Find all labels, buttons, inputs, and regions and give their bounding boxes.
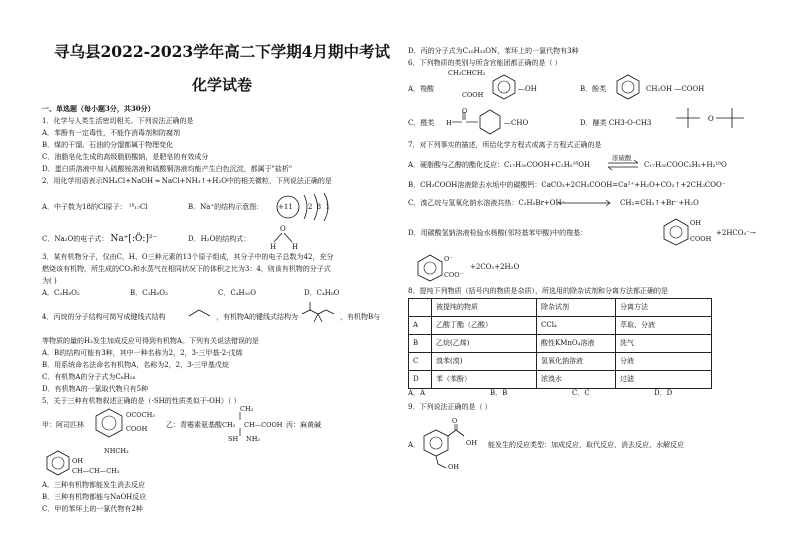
question-3-cont: 燃烧该有机物，所生成的CO₂和水蒸气在相同状况下的体积之比为3：4，则该有机物的分子式 <box>42 265 331 273</box>
ephedrine-benzene-ring <box>44 450 72 476</box>
table-cell: 氢氧化钠溶液 <box>537 353 616 371</box>
q3-option-b: B．C₃H₈O₃ <box>130 289 168 297</box>
question-4-part2: ，有机物A的键线式结构为 <box>216 313 299 321</box>
q9-option-a-label: A． <box>408 441 421 449</box>
table-cell: 乙酸丁酯（乙酸） <box>432 317 537 335</box>
question-1: 1．化学与人类生活密切相关。下列说法正确的是 <box>42 117 194 125</box>
table-cell: 过滤 <box>616 371 712 389</box>
q2-option-d: D．H₂O的结构式： <box>188 235 251 243</box>
electron-shells: 2 8 1 <box>308 203 330 211</box>
q5-option-a: A．三种有机物都能发生消去反应 <box>42 481 146 489</box>
page-title: 寻乌县2022-2023学年高二下学期4月期中考试 <box>54 42 390 61</box>
table-cell: C <box>409 353 432 371</box>
q5-option-c: C．甲的苯环上的一氯代物有2种 <box>42 505 143 513</box>
q3-option-d: D．C₄H₈O <box>304 289 340 297</box>
table-cell: 洗气 <box>616 335 712 353</box>
q7-option-d: D．用碳酸氢钠溶液检验水杨酸(邻羟基苯甲酸)中的羧基： <box>408 229 588 237</box>
q7c-products: CH₂=CH₂↑+Br⁻+H₂O <box>620 199 699 207</box>
q2-option-b: B．Na⁺的结构示意图： <box>188 203 264 211</box>
q9a-hydroxyl-2: OH <box>448 463 459 471</box>
question-6: 6．下列物质的类别与所含官能团都正确的是（ ） <box>408 59 562 67</box>
q6b-functional-group: CH₂OH —COOH <box>646 85 705 93</box>
salicylate-oxide: O⁻ <box>444 255 453 263</box>
q7d-products: +2CO₂+2H₂O <box>470 263 520 271</box>
table-header-cell <box>409 299 432 317</box>
penicillamine-methyl-left: CH₃ <box>222 421 236 429</box>
penicillamine-amino: NH₂ <box>246 435 260 443</box>
q6-ether-skeletal-structure <box>674 106 754 132</box>
propane-skeletal-structure <box>188 308 212 318</box>
table-row <box>409 353 712 371</box>
aspirin-ester-group: OCOCH₃ <box>126 411 155 419</box>
penicillamine-methyl-top: CH₃ <box>240 405 254 413</box>
question-8: 8．提纯下列物质（括号内的物质是杂质），所选用的除杂试剂和分离方法都正确的是 <box>408 287 668 295</box>
q8-option-a: A．A <box>408 389 426 397</box>
page-subtitle: 化学试卷 <box>192 76 253 94</box>
q8-option-b: B．B <box>490 389 508 397</box>
q8-table <box>408 298 712 389</box>
water-oxygen-atom: O <box>280 225 286 233</box>
question-9: 9．下列说法正确的是（ ） <box>408 403 492 411</box>
q7a-condition: 浓硫酸 <box>612 154 632 162</box>
q6c-hydrogen: H <box>446 119 452 127</box>
aspirin-carboxyl-group: COOH <box>126 425 148 433</box>
question-3-end: 为( ) <box>42 277 57 285</box>
water-hydrogen-2: H <box>292 243 299 251</box>
aspirin-benzene-ring <box>92 408 126 438</box>
q9a-carbonyl-oxygen: O <box>452 417 458 425</box>
penicillamine-backbone: CH—COOH <box>244 421 283 429</box>
q1-option-c: C．油脂皂化生成的高级脂肪酸钠，是肥皂的有效成分 <box>42 153 209 161</box>
q4-option-c: C．有机物A的分子式为C₈H₁₈ <box>42 373 136 381</box>
q7a-reactants: A．硬脂酸与乙醇的酯化反应：C₁₇H₃₅COOH+C₂H₅¹⁸OH <box>408 161 591 169</box>
table-cell: 分液 <box>616 353 712 371</box>
q7-option-c: C．溴乙烷与氢氧化钠水溶液共热：C₂H₅Br+OH⁻ <box>408 199 566 207</box>
na2o-electron-formula: Na⁺[:Ö:]²⁻ <box>110 234 158 244</box>
q6c-carbonyl-oxygen: O <box>462 107 468 115</box>
penicillamine-label: 乙：青霉素氨基酸 <box>166 421 222 429</box>
water-hydrogen-1: H <box>270 243 277 251</box>
q2-option-a <box>42 202 148 213</box>
question-7: 7．对下列事实的描述，所给化学方程式或离子方程式正确的是 <box>408 141 602 149</box>
chlorine-isotope-symbol: ¹⁸₁₇Cl <box>128 203 148 211</box>
salicylic-carboxyl: COOH <box>690 235 712 243</box>
table-row <box>409 371 712 389</box>
table-header-cell: 被提纯的物质 <box>432 299 537 317</box>
q6-option-c-label: C．醛类 <box>408 119 435 127</box>
question-2: 2．用化学用语表示NH₄Cl+NaOH ═ NaCl+NH₃↑+H₂O中的相关微粒，下列说法正确的是 <box>42 177 332 185</box>
ephedrine-chain: CH—CH—CH₃ <box>72 467 120 475</box>
q7a-reversible-arrow <box>606 160 642 170</box>
q6a-isopropyl: CH₃CHCH₃ <box>448 69 486 77</box>
q6a-hydroxyl: —OH <box>518 85 537 93</box>
table-cell: 浓溴水 <box>537 371 616 389</box>
question-4-part3: ，有机物B与 <box>340 313 381 321</box>
table-cell: 乙烷(乙烯) <box>432 335 537 353</box>
q7-option-b: B．CH₃COOH溶液除去水垢中的碳酸钙：CaCO₃+2CH₃COOH=Ca²⁺+H₂O+CO₂↑+2CH₃COO⁻ <box>408 181 726 189</box>
table-cell: 萃取、分液 <box>616 317 712 335</box>
q8-option-d: D．D <box>654 389 673 397</box>
table-cell: CCl₄ <box>537 317 616 335</box>
table-header-cell: 除杂试剂 <box>537 299 616 317</box>
question-3: 3．某有机物分子，仅由C、H、O三种元素的13个原子组成，其分子中的电子总数为42，充分 <box>42 253 334 261</box>
table-cell: D <box>409 371 432 389</box>
question-4-cont: 等物质的量的H₂发生加成反应可得到有机物A。下列有关说法错误的是 <box>42 337 259 345</box>
compound-a-skeletal-structure <box>300 300 340 328</box>
q6a-benzene-ring <box>490 74 518 100</box>
svg-text:O: O <box>708 115 714 123</box>
q1-option-a: A．苯酚有一定毒性，不能作消毒剂和防腐剂 <box>42 129 181 137</box>
table-cell: 酸性KMnO₄溶液 <box>537 335 616 353</box>
q9a-text: 能发生的反应类型：加成反应、取代反应、消去反应、水解反应 <box>488 441 684 449</box>
nucleus-charge: +11 <box>278 203 293 211</box>
table-cell: 苯（苯酚） <box>432 371 537 389</box>
aspirin-label: 甲：阿司匹林 <box>42 421 84 429</box>
ephedrine-label: 丙：麻黄碱 <box>286 421 321 429</box>
table-header-cell: 分离方法 <box>616 299 712 317</box>
q5-option-b: B．三种有机物都能与NaOH反应 <box>42 493 147 501</box>
q8-option-c: C．C <box>572 389 590 397</box>
q6c-formate-ester-structure <box>452 108 502 132</box>
q1-option-b: B．煤的干馏、石油的分馏都属于物理变化 <box>42 141 174 149</box>
q6-option-b-label: B．酚类 <box>580 85 607 93</box>
q7d-bicarbonate: +2HCO₃⁻→ <box>716 229 756 237</box>
q6-option-a-label: A．羧酸 <box>408 85 435 93</box>
table-header-row <box>409 299 712 317</box>
salicylic-hydroxyl: OH <box>690 219 701 227</box>
table-cell: 溴苯(溴) <box>432 353 537 371</box>
table-cell: B <box>409 335 432 353</box>
q7-option-a <box>408 160 590 171</box>
q6a-carboxyl: COOH <box>462 91 484 99</box>
table-cell: A <box>409 317 432 335</box>
q4-option-b: B．用系统命名法命名有机物A，名称为2，2，3-三甲基戊烷 <box>42 361 229 369</box>
q2-option-c-text: C．Na₂O的电子式： <box>42 235 109 243</box>
penicillamine-thiol: SH <box>228 435 239 443</box>
q3-option-a: A．C₃H₈O₂ <box>42 289 80 297</box>
q1-option-d: D．蛋白质溶液中加入硫酸铵溶液和硫酸铜溶液均能产生白色沉淀，都属于"盐析" <box>42 165 293 173</box>
q9a-hydroxyl-1: OH <box>466 439 477 447</box>
q7c-arrow <box>556 198 616 208</box>
q5-option-d: D．丙的分子式为C₁₀H₁₅ON，苯环上的一氯代物有3种 <box>408 47 579 55</box>
q4-option-d: D．有机物A的一氯取代物只有5种 <box>42 385 149 393</box>
table-row <box>409 317 712 335</box>
q6b-benzene-ring <box>614 74 642 100</box>
q2-option-c <box>42 234 157 245</box>
q6c-aldehyde: —CHO <box>504 119 529 127</box>
question-4: 4．丙烷的分子结构可简写成键线式结构 <box>42 313 166 321</box>
salicylic-acid-ring <box>662 218 690 246</box>
q6-option-d-label: D．醚类 CH3-O-CH3 <box>580 119 652 127</box>
ephedrine-nhch3: NHCH₃ <box>104 447 129 455</box>
section-heading: 一、单选题（每小题3分，共30分） <box>42 104 155 113</box>
q2-option-a-text: A．中子数为18的Cl原子： <box>42 203 127 211</box>
salicylate-ring <box>416 254 444 282</box>
salicylate-carboxylate: COO⁻ <box>444 271 464 279</box>
q3-option-c: C．C₄H₁₀O <box>218 289 256 297</box>
q7a-products: C₁₇H₃₅COOC₂H₅+H₂¹⁸O <box>644 161 727 169</box>
ephedrine-oh: OH <box>72 457 83 465</box>
q4-option-a: A．B的结构可能有3种，其中一种名称为2，2，3-三甲基-2-戊烯 <box>42 349 243 357</box>
table-row <box>409 335 712 353</box>
question-5: 5．关于三种有机物叙述正确的是（-SH的性质类似于-OH）（ ） <box>42 397 241 405</box>
